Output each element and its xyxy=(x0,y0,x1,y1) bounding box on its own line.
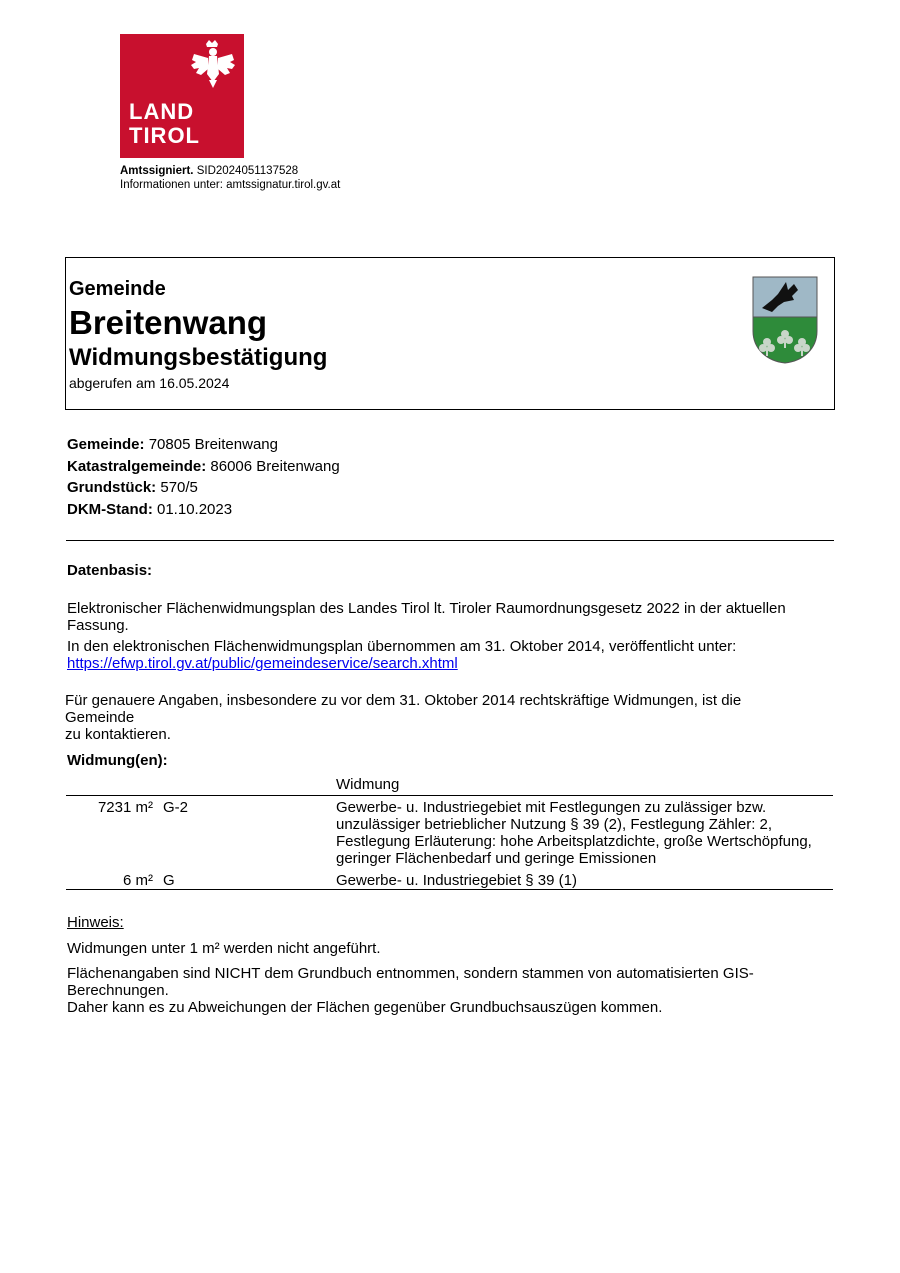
logo-line-tirol: TIROL xyxy=(129,123,200,148)
datenbasis-paragraph-3: Für genauere Angaben, insbesondere zu vor dem 31. Oktober 2014 rechtskräftige Widmungen, ist die Gemeinde zu kontaktieren. xyxy=(65,692,742,743)
datenbasis-heading: Datenbasis: xyxy=(67,562,153,579)
tirol-eagle-icon xyxy=(120,34,244,100)
abgerufen-date: abgerufen am 16.05.2024 xyxy=(69,375,230,391)
efwp-link[interactable]: https://efwp.tirol.gv.at/public/gemeindeservice/search.xhtml xyxy=(67,655,458,672)
signature-info: Informationen unter: amtssignatur.tirol.gv.at xyxy=(120,179,341,191)
row-area: 6 m² xyxy=(123,872,153,889)
hinweis-line-1: Widmungen unter 1 m² werden nicht angeführt. xyxy=(67,940,381,957)
datenbasis-paragraph-1: Elektronischer Flächenwidmungsplan des Landes Tirol lt. Tiroler Raumordnungsgesetz 2022 in der aktuellen Fassung. xyxy=(67,600,786,634)
gemeinde-name: Breitenwang xyxy=(69,304,268,341)
signature-label: Amtssigniert. xyxy=(120,165,194,177)
row-description: Gewerbe- u. Industriegebiet § 39 (1) xyxy=(336,872,577,889)
hinweis-paragraph: Flächenangaben sind NICHT dem Grundbuch entnommen, sondern stammen von automatisierten GIS- Berechnungen. Daher kann es zu Abweichungen der Flächen gegenüber Grundbuchsauszügen kommen. xyxy=(67,965,754,1016)
signature-sid: SID2024051137528 xyxy=(196,165,299,177)
grundstueck-info xyxy=(67,434,340,520)
gemeinde-label: Gemeinde xyxy=(69,278,166,300)
row-area: 7231 m² xyxy=(97,799,153,816)
info-dkm-stand: DKM-Stand: 01.10.2023 xyxy=(67,500,233,518)
info-gemeinde: Gemeinde: 70805 Breitenwang xyxy=(67,436,278,453)
breitenwang-coat-of-arms-icon xyxy=(752,276,818,364)
widmungen-heading: Widmung(en): xyxy=(67,752,168,769)
document-header xyxy=(65,257,835,410)
datenbasis-paragraph-2: In den elektronischen Flächenwidmungsplan übernommen am 31. Oktober 2014, veröffentlicht unter: https://efwp.tirol.gv.at/public/gemeindeservice/search.xhtml xyxy=(67,638,737,672)
table-header-rule xyxy=(66,795,833,796)
amtssignatur xyxy=(120,164,340,192)
row-code: G xyxy=(163,872,175,889)
table-bottom-rule xyxy=(66,889,833,890)
hinweis-heading: Hinweis: xyxy=(67,914,124,931)
divider xyxy=(66,540,834,541)
land-tirol-logo xyxy=(120,34,244,158)
logo-text xyxy=(129,100,200,148)
info-katastralgemeinde: Katastralgemeinde: 86006 Breitenwang xyxy=(67,457,340,475)
row-code: G-2 xyxy=(163,799,189,816)
logo-line-land: LAND xyxy=(129,99,195,124)
document-title: Widmungsbestätigung xyxy=(69,344,328,371)
row-description: Gewerbe- u. Industriegebiet mit Festlegungen zu zulässiger bzw. unzulässiger betrieblicher Nutzung § 39 (2), Festlegung Zähler: 2, Festlegung Erläuterung: hohe Arbeitsplatzdichte, große Wertschöpfung, geringer Flächenbedarf und geringe Emissionen xyxy=(336,799,812,867)
info-grundstueck: Grundstück: 570/5 xyxy=(67,479,198,496)
column-header-widmung: Widmung xyxy=(336,776,400,793)
